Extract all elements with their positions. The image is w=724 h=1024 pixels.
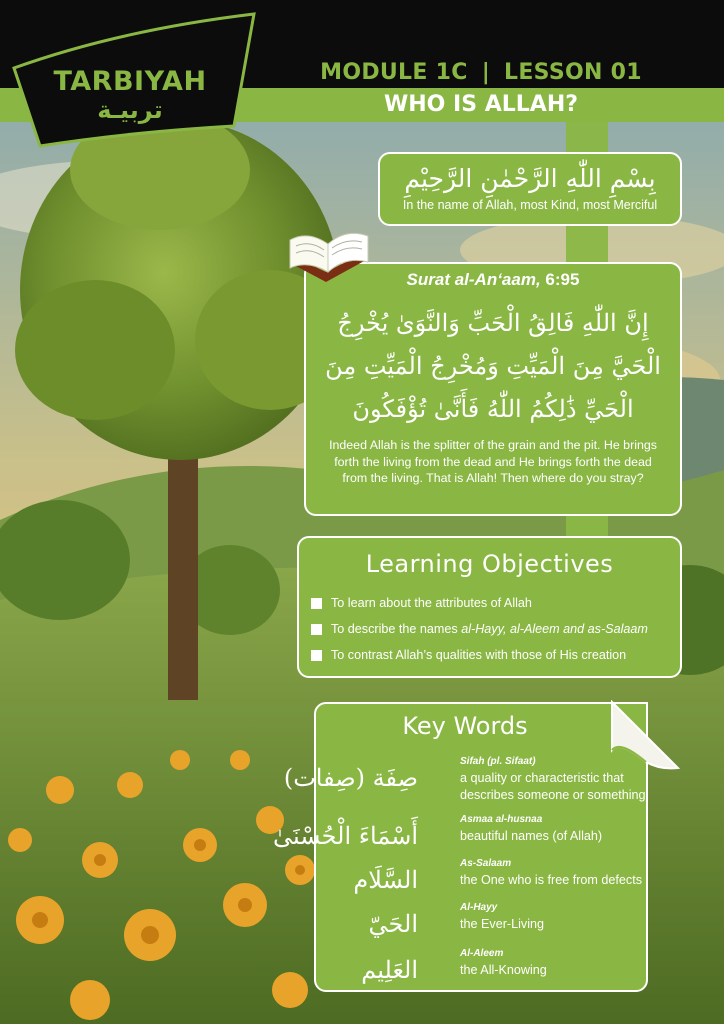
objective-text-prefix: To describe the names: [331, 622, 462, 636]
surah-name: Surat al-An‘aam,: [406, 270, 541, 289]
verse-card: [304, 294, 682, 516]
verse-arabic-line: الْحَيَّ مِنَ الْمَيِّتِ وَمُخْرِجُ الْمَيِّتِ مِنَ: [325, 352, 661, 380]
list-item: [311, 642, 680, 668]
keyword-transliteration: Sifah (pl. Sifaat): [460, 756, 536, 767]
keyword-definition: the Ever-Living: [460, 917, 544, 931]
verse-translation-line: forth the living from the dead and He brings forth the dead: [334, 454, 652, 469]
checkbox-icon: [311, 624, 322, 635]
basmala-card: [378, 152, 682, 226]
lesson-label: LESSON 01: [504, 60, 642, 85]
keyword-definition: a quality or characteristic that describes someone or something: [460, 771, 646, 802]
logo-text-english: TARBIYAH: [53, 66, 207, 97]
module-lesson-label: [300, 60, 662, 85]
surah-verse-number: 6:95: [545, 270, 580, 289]
basmala-arabic: بِسْمِ اللّٰهِ الرَّحْمٰنِ الرَّحِيْمِ: [404, 164, 656, 193]
verse-translation-line: from the living. That is Allah! Then where do you stray?: [342, 471, 644, 485]
keyword-entry: [283, 756, 650, 808]
keyword-transliteration: Al-Aleem: [460, 948, 504, 959]
checkbox-icon: [311, 598, 322, 609]
page-curl-decoration: [610, 700, 680, 770]
open-quran-icon: [286, 226, 372, 284]
keyword-transliteration: Al-Hayy: [460, 902, 498, 913]
module-separator: |: [481, 60, 491, 85]
keyword-arabic: السَّلَام: [353, 866, 418, 894]
keyword-entry: [316, 902, 650, 954]
keyword-arabic: أَسْمَاءَ الْحُسْنَىٰ: [272, 822, 418, 850]
keyword-definition: the One who is free from defects: [460, 873, 642, 887]
key-words-title: Key Words: [402, 712, 528, 740]
keyword-transliteration: As-Salaam: [460, 858, 512, 869]
basmala-translation: In the name of Allah, most Kind, most Merciful: [402, 198, 658, 212]
keyword-transliteration: Asmaa al-husnaa: [460, 814, 543, 825]
keyword-arabic: العَلِيم: [361, 956, 418, 984]
verse-arabic-line: إِنَّ اللّٰهِ فَالِقُ الْحَبِّ وَالنَّوَىٰ يُخْرِجُ: [337, 309, 649, 337]
objective-text: To learn about the attributes of Allah: [331, 596, 532, 610]
objective-text: To contrast Allah’s qualities with those of His creation: [331, 648, 627, 662]
logo-text-arabic: تربيـة: [97, 96, 163, 124]
list-item: [311, 590, 680, 616]
objectives-title: Learning Objectives: [365, 550, 614, 578]
verse-translation-line: Indeed Allah is the splitter of the grain and the pit. He brings: [329, 438, 657, 452]
verse-translation: [306, 431, 680, 487]
objectives-list: [311, 590, 680, 668]
keyword-arabic: الحَيّ: [368, 910, 418, 938]
objective-text-italic: al-Hayy, al-Aleem and as-Salaam: [461, 622, 648, 636]
objective-text: [331, 622, 648, 636]
page-title: WHO IS ALLAH?: [384, 92, 578, 117]
checkbox-icon: [311, 650, 322, 661]
verse-arabic: [306, 294, 680, 431]
module-label: MODULE 1C: [320, 60, 468, 85]
list-item: [311, 616, 680, 642]
key-words-card: [272, 702, 648, 992]
keyword-definition: beautiful names (of Allah): [460, 829, 603, 843]
keyword-entry: [316, 948, 650, 1000]
learning-objectives-card: [297, 536, 682, 678]
keyword-arabic: صِفَة (صِفات): [283, 764, 418, 792]
verse-arabic-line: الْحَيِّ ذَٰلِكُمُ اللّٰهُ فَأَنَّىٰ تُؤْفَكُونَ: [352, 395, 634, 423]
keyword-definition: the All-Knowing: [460, 963, 547, 977]
